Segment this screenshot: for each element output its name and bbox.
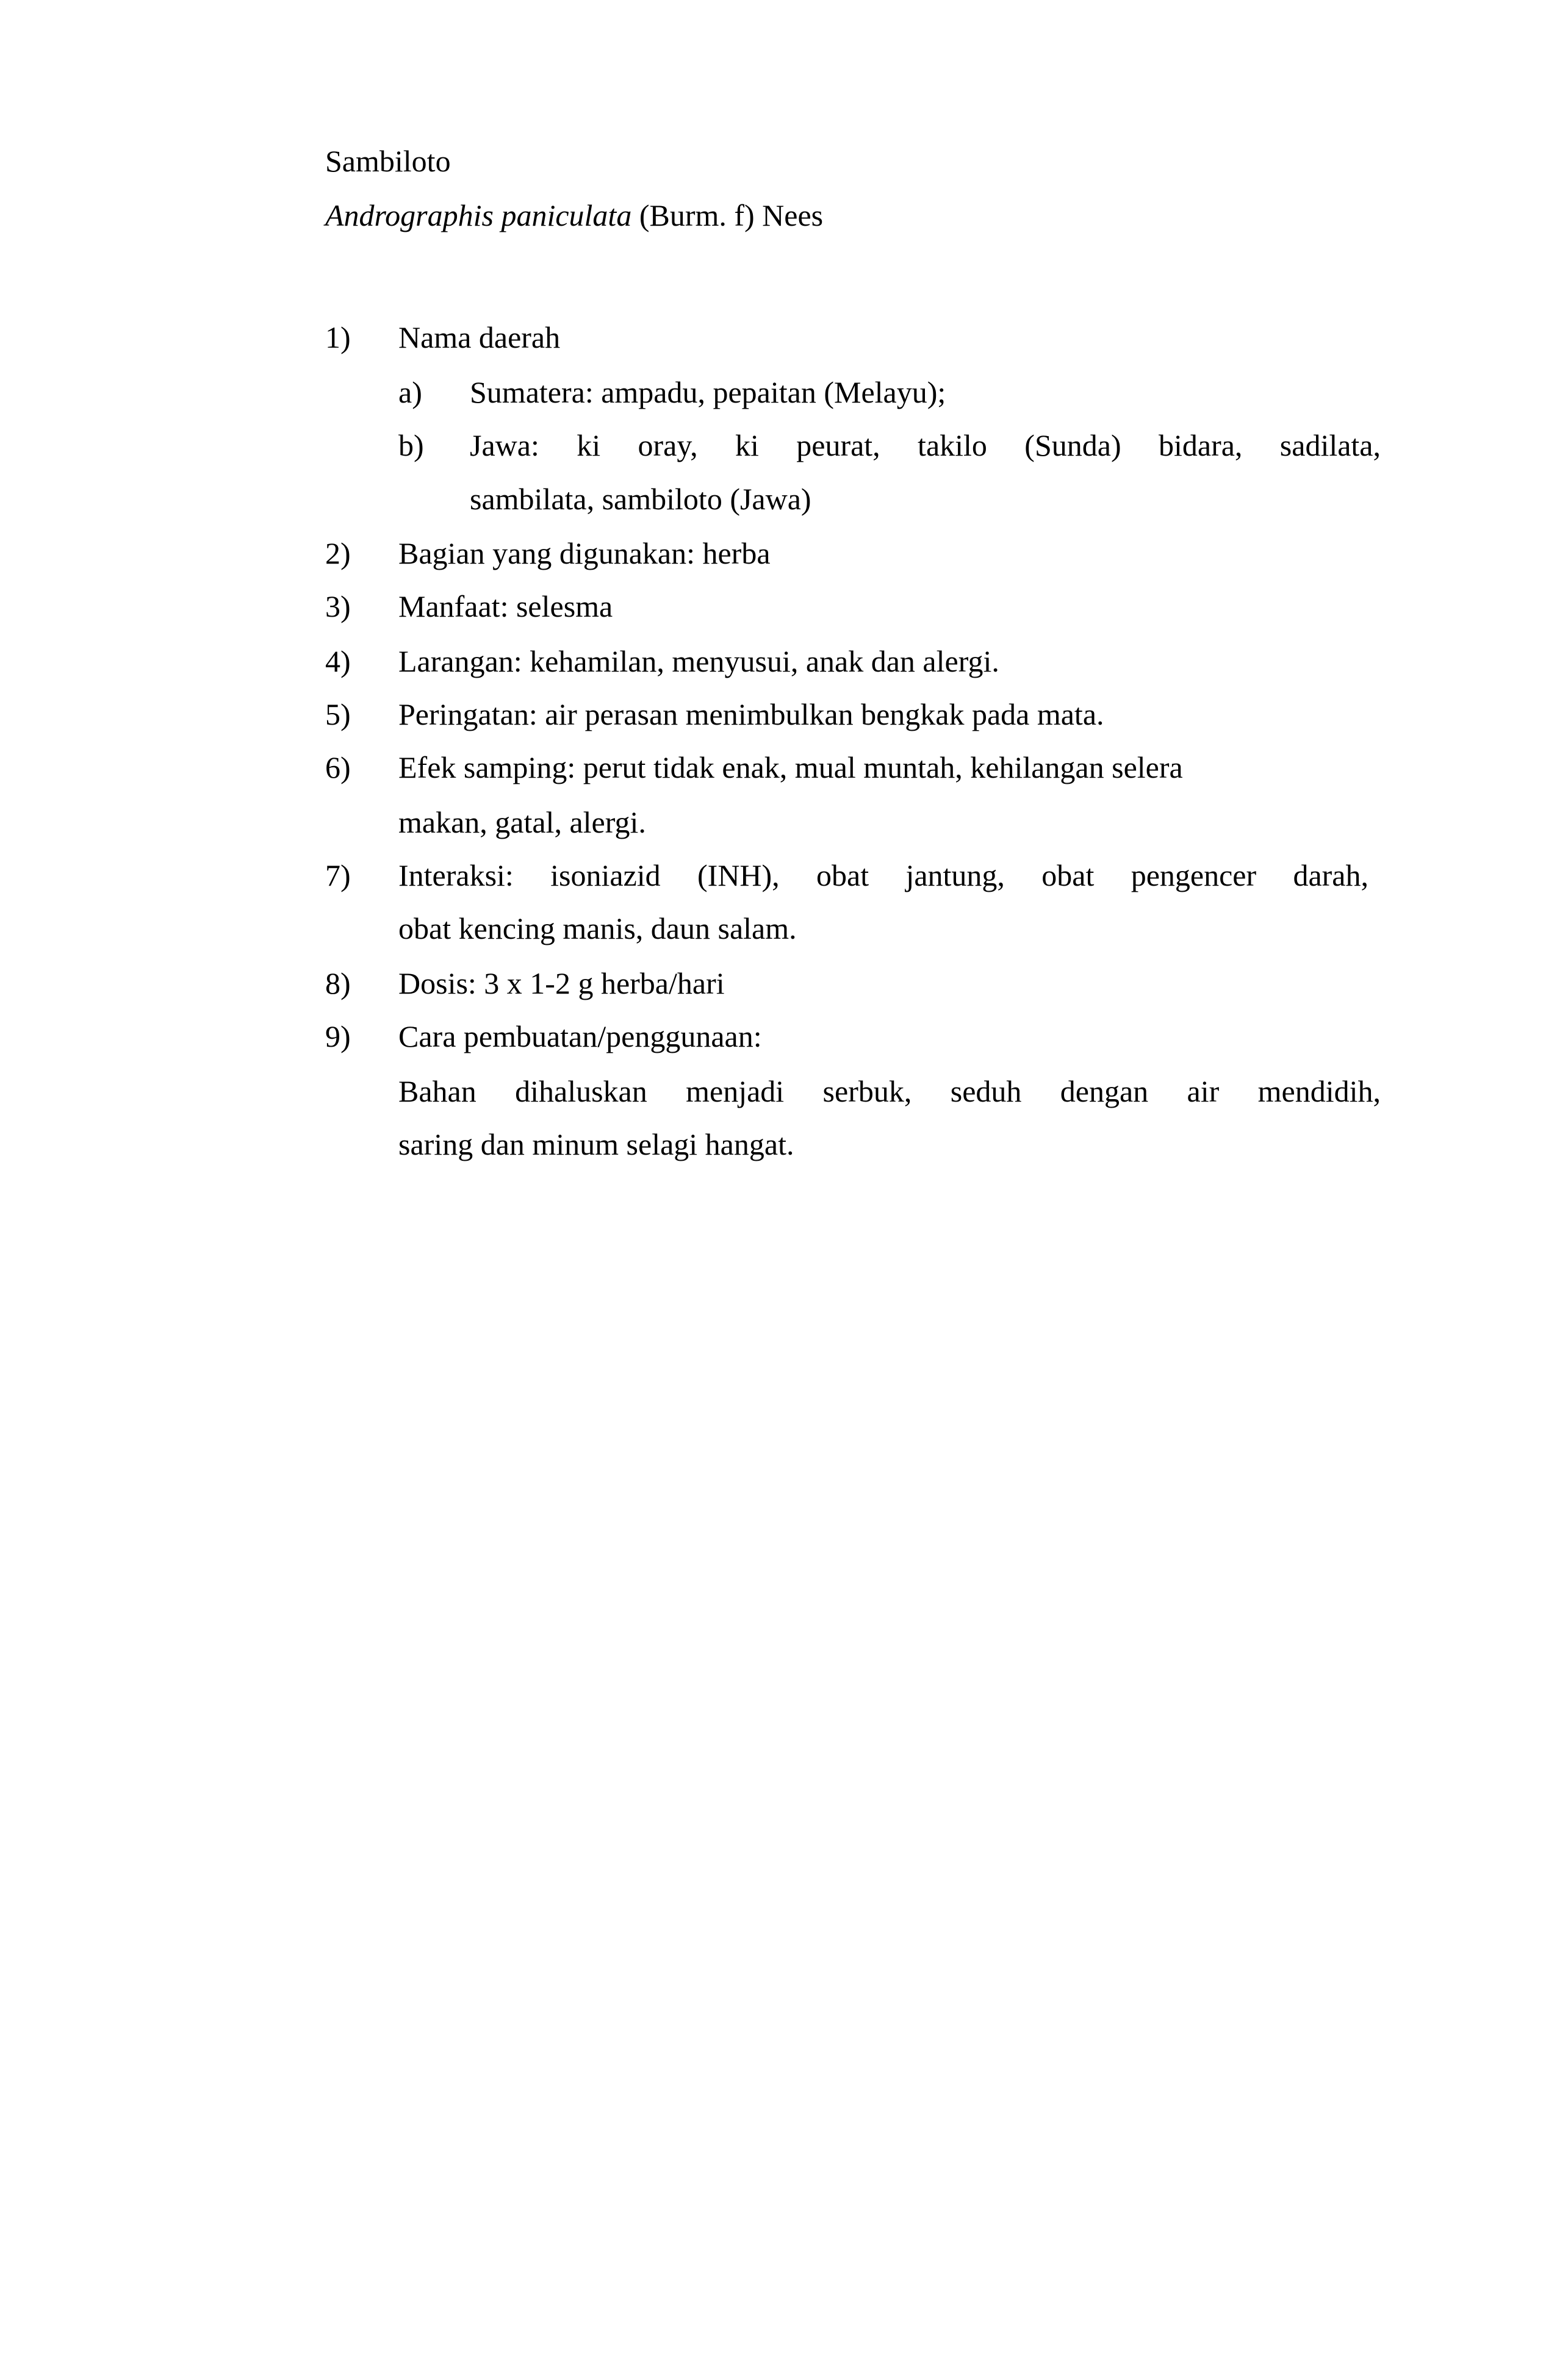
item-text-6: Efek samping: perut tidak enak, mual muntah, kehilangan selera: [398, 750, 1183, 784]
plant-common-name: Sambiloto: [325, 144, 451, 178]
item-number-5: 5): [325, 697, 351, 731]
item-text-1: Nama daerah: [398, 320, 561, 354]
sub-letter-a: a): [398, 375, 422, 409]
item-text-4: Larangan: kehamilan, menyusui, anak dan alergi.: [398, 644, 999, 678]
item-text-7-cont: obat kencing manis, daun salam.: [398, 911, 797, 945]
item-number-7: 7): [325, 858, 351, 892]
item-number-8: 8): [325, 966, 351, 1000]
item-number-4: 4): [325, 644, 351, 678]
sub-text-b-cont: sambilata, sambiloto (Jawa): [470, 482, 811, 516]
item-text-5: Peringatan: air perasan menimbulkan bengkak pada mata.: [398, 697, 1104, 731]
latin-author: (Burm. f) Nees: [639, 198, 824, 232]
sub-text-a: Sumatera: ampadu, pepaitan (Melayu);: [470, 375, 946, 409]
sub-letter-b: b): [398, 428, 424, 462]
latin-binomial: Andrographis paniculata: [325, 198, 632, 232]
item-number-3: 3): [325, 589, 351, 623]
item-text-7: Interaksi: isoniazid (INH), obat jantung, obat pengencer darah,: [398, 858, 1368, 892]
item-text-2: Bagian yang digunakan: herba: [398, 536, 771, 570]
item-number-9: 9): [325, 1019, 351, 1053]
item-text-6-cont: makan, gatal, alergi.: [398, 805, 646, 839]
item-number-2: 2): [325, 536, 351, 570]
item-number-6: 6): [325, 750, 351, 784]
item-number-1: 1): [325, 320, 351, 354]
item-text-9: Cara pembuatan/penggunaan:: [398, 1019, 762, 1053]
item-text-8: Dosis: 3 x 1-2 g herba/hari: [398, 966, 725, 1000]
sub-text-b: Jawa: ki oray, ki peurat, takilo (Sunda) bidara, sadilata,: [470, 428, 1381, 462]
item-text-9-instructions-cont: saring dan minum selagi hangat.: [398, 1127, 794, 1161]
item-text-9-instructions: Bahan dihaluskan menjadi serbuk, seduh dengan air mendidih,: [398, 1074, 1381, 1108]
item-text-3: Manfaat: selesma: [398, 589, 613, 623]
plant-latin-name: [325, 188, 823, 242]
